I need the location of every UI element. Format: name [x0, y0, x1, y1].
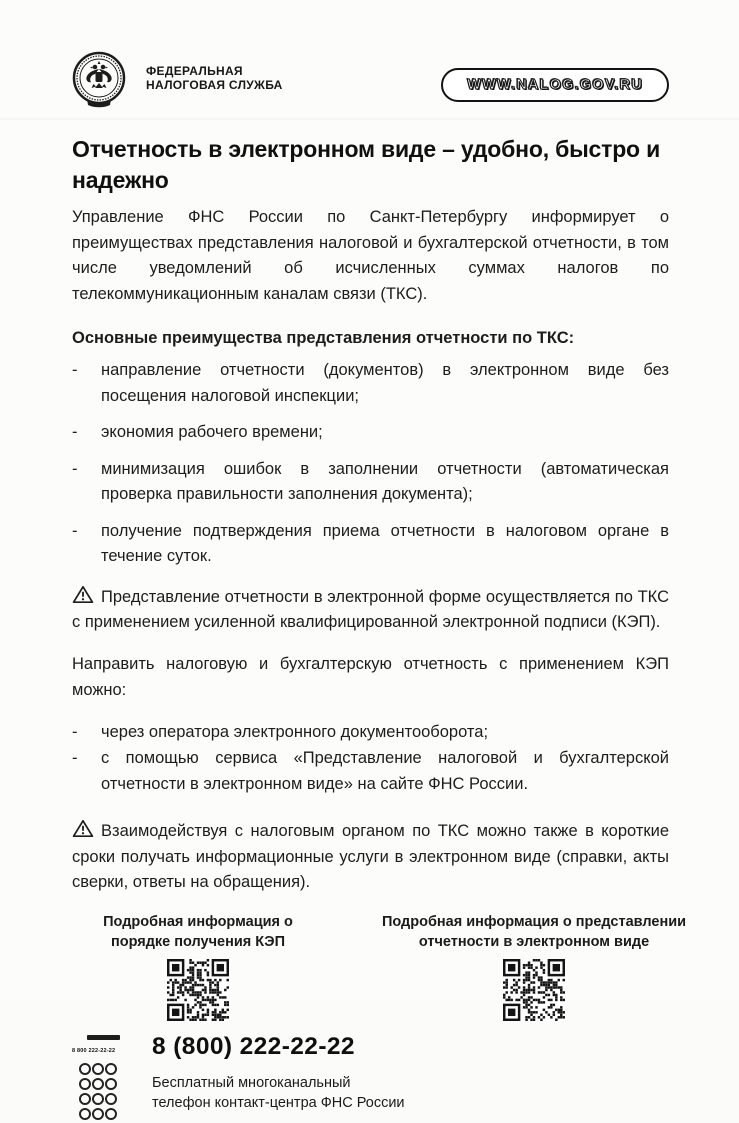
qr-caption: Подробная информация о порядке получения КЭП [103, 914, 293, 950]
phone-icon-label: 8 800 222-22-22 [72, 1048, 116, 1054]
bullet-marker: - [72, 521, 78, 540]
page-title: Отчетность в электронном виде – удобно, быстро и надежно [72, 136, 661, 193]
keypad-dot [79, 1108, 91, 1120]
keypad-dot [105, 1078, 117, 1090]
keypad-dot [105, 1093, 117, 1105]
warning-text: Представление отчетности в электронной форме осуществляется по ТКС с применением усиленной квалифицированной электронной подписи (КЭП). [72, 587, 669, 631]
warning-text: Взаимодействуя с налоговым органом по ТКС можно также в короткие сроки получать информационные услуги в электронном виде (справки, акты сверки, ответы на обращения). [72, 822, 669, 891]
intro-paragraph: Управление ФНС России по Санкт-Петербургу информирует о преимуществах представления налоговой и бухгалтерской отчетности, в том числе уведомлений об исчисленных суммах налогов по телекоммуникационным каналам связи (ТКС). [72, 208, 669, 303]
list-item [72, 519, 669, 570]
warning-icon [72, 585, 94, 604]
keypad-dot [79, 1093, 91, 1105]
bullet-marker: - [72, 423, 78, 441]
qr-block-reporting [369, 912, 699, 1021]
phone-keypad-grid [79, 1063, 118, 1123]
list-item [72, 457, 669, 508]
phone-number: 8 (800) 222-22-22 [152, 1033, 355, 1060]
send-lead: Направить налоговую и бухгалтерскую отчетность с применением КЭП можно: [72, 655, 669, 699]
website-badge-label: WWW.NALOG.GOV.RU [467, 77, 643, 93]
fns-emblem-icon [72, 50, 126, 116]
bullet-marker: - [72, 749, 78, 767]
keypad-dot [79, 1078, 91, 1090]
list-item [72, 720, 669, 746]
warning-icon [72, 819, 94, 838]
advantages-heading: Основные преимущества представления отчетности по ТКС: [72, 329, 575, 347]
qr-code [167, 959, 229, 1021]
double-headed-eagle-icon [86, 61, 111, 88]
send-options-list [72, 720, 669, 798]
keypad-dot [92, 1078, 104, 1090]
list-item-text: через оператора электронного документооборота; [101, 722, 489, 741]
keypad-dot [105, 1063, 117, 1075]
qr-block-kep [72, 912, 324, 1021]
bullet-marker: - [72, 361, 78, 379]
warning-paragraph [72, 819, 669, 896]
list-item [72, 358, 669, 409]
org-name: ФЕДЕРАЛЬНАЯ НАЛОГОВАЯ СЛУЖБА [146, 64, 283, 92]
phone-keypad-icon [72, 1031, 136, 1123]
phone-speaker-bar [87, 1035, 120, 1040]
website-badge [441, 68, 669, 102]
list-item-text: получение подтверждения приема отчетности в налоговом органе в течение суток. [101, 521, 669, 565]
keypad-dot [105, 1108, 117, 1120]
phone-description: Бесплатный многоканальный телефон контакт-центра ФНС России [152, 1075, 405, 1111]
list-item-text: минимизация ошибок в заполнении отчетности (автоматическая проверка правильности заполнения документа); [101, 459, 669, 503]
bullet-marker: - [72, 459, 78, 478]
list-item-text: с помощью сервиса «Представление налоговой и бухгалтерской отчетности в электронном виде» на сайте ФНС России. [101, 749, 669, 793]
keypad-dot [79, 1063, 91, 1075]
keypad-dot [92, 1108, 104, 1120]
footer [72, 1031, 669, 1123]
list-item [72, 420, 669, 446]
list-item-text: экономия рабочего времени; [101, 423, 323, 441]
contact-block [152, 1031, 412, 1123]
advantages-list [72, 358, 669, 570]
keypad-dot [92, 1063, 104, 1075]
keypad-dot [92, 1093, 104, 1105]
bullet-marker: - [72, 722, 78, 741]
qr-section [72, 912, 687, 1021]
list-item-text: направление отчетности (документов) в электронном виде без посещения налоговой инспекции; [101, 361, 669, 405]
header [72, 50, 669, 116]
list-item [72, 746, 669, 797]
qr-caption: Подробная информация о представлении отчетности в электронном виде [381, 914, 687, 950]
qr-code [503, 959, 565, 1021]
warning-paragraph [72, 585, 669, 636]
